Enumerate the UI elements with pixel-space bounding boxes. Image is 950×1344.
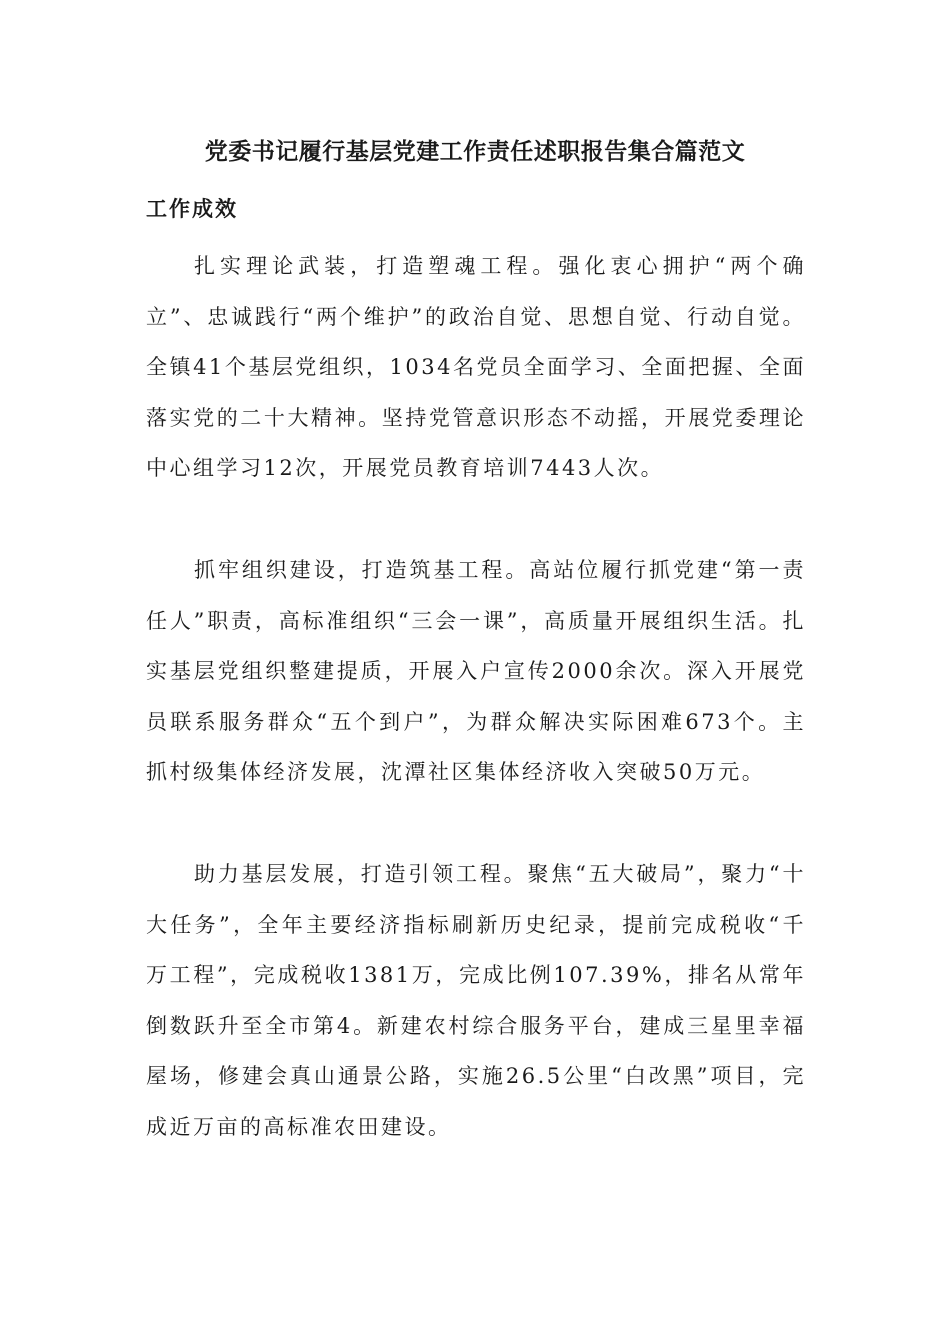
paragraph-development: 助力基层发展，打造引领工程。聚焦“五大破局”，聚力“十大任务”，全年主要经济指标刷新历史纪录，提前完成税收“千万工程”，完成税收1381万，完成比例107.39%，排名从常年倒数跃升至全市第4。新建农村综合服务平台，建成三星里幸福屋场，修建会真山通景公路，实施26.5公里“白改黑”项目，完成近万亩的高标准农田建设。 xyxy=(146,862,806,1139)
paragraph-theory: 扎实理论武装，打造塑魂工程。强化衷心拥护“两个确立”、忠诚践行“两个维护”的政治自觉、思想自觉、行动自觉。全镇41个基层党组织，1034名党员全面学习、全面把握、全面落实党的二十大精神。坚持党管意识形态不动摇，开展党委理论中心组学习12次，开展党员教育培训7443人次。 xyxy=(146,254,806,480)
paragraph-organization: 抓牢组织建设，打造筑基工程。高站位履行抓党建“第一责任人”职责，高标准组织“三会一课”，高质量开展组织生活。扎实基层党组织整建提质，开展入户宣传2000余次。深入开展党员联系服务群众“五个到户”，为群众解决实际困难673个。主抓村级集体经济发展，沈潭社区集体经济收入突破50万元。 xyxy=(146,558,806,784)
section-heading: 工作成效 xyxy=(146,196,238,221)
document-title: 党委书记履行基层党建工作责任述职报告集合篇范文 xyxy=(204,139,746,165)
